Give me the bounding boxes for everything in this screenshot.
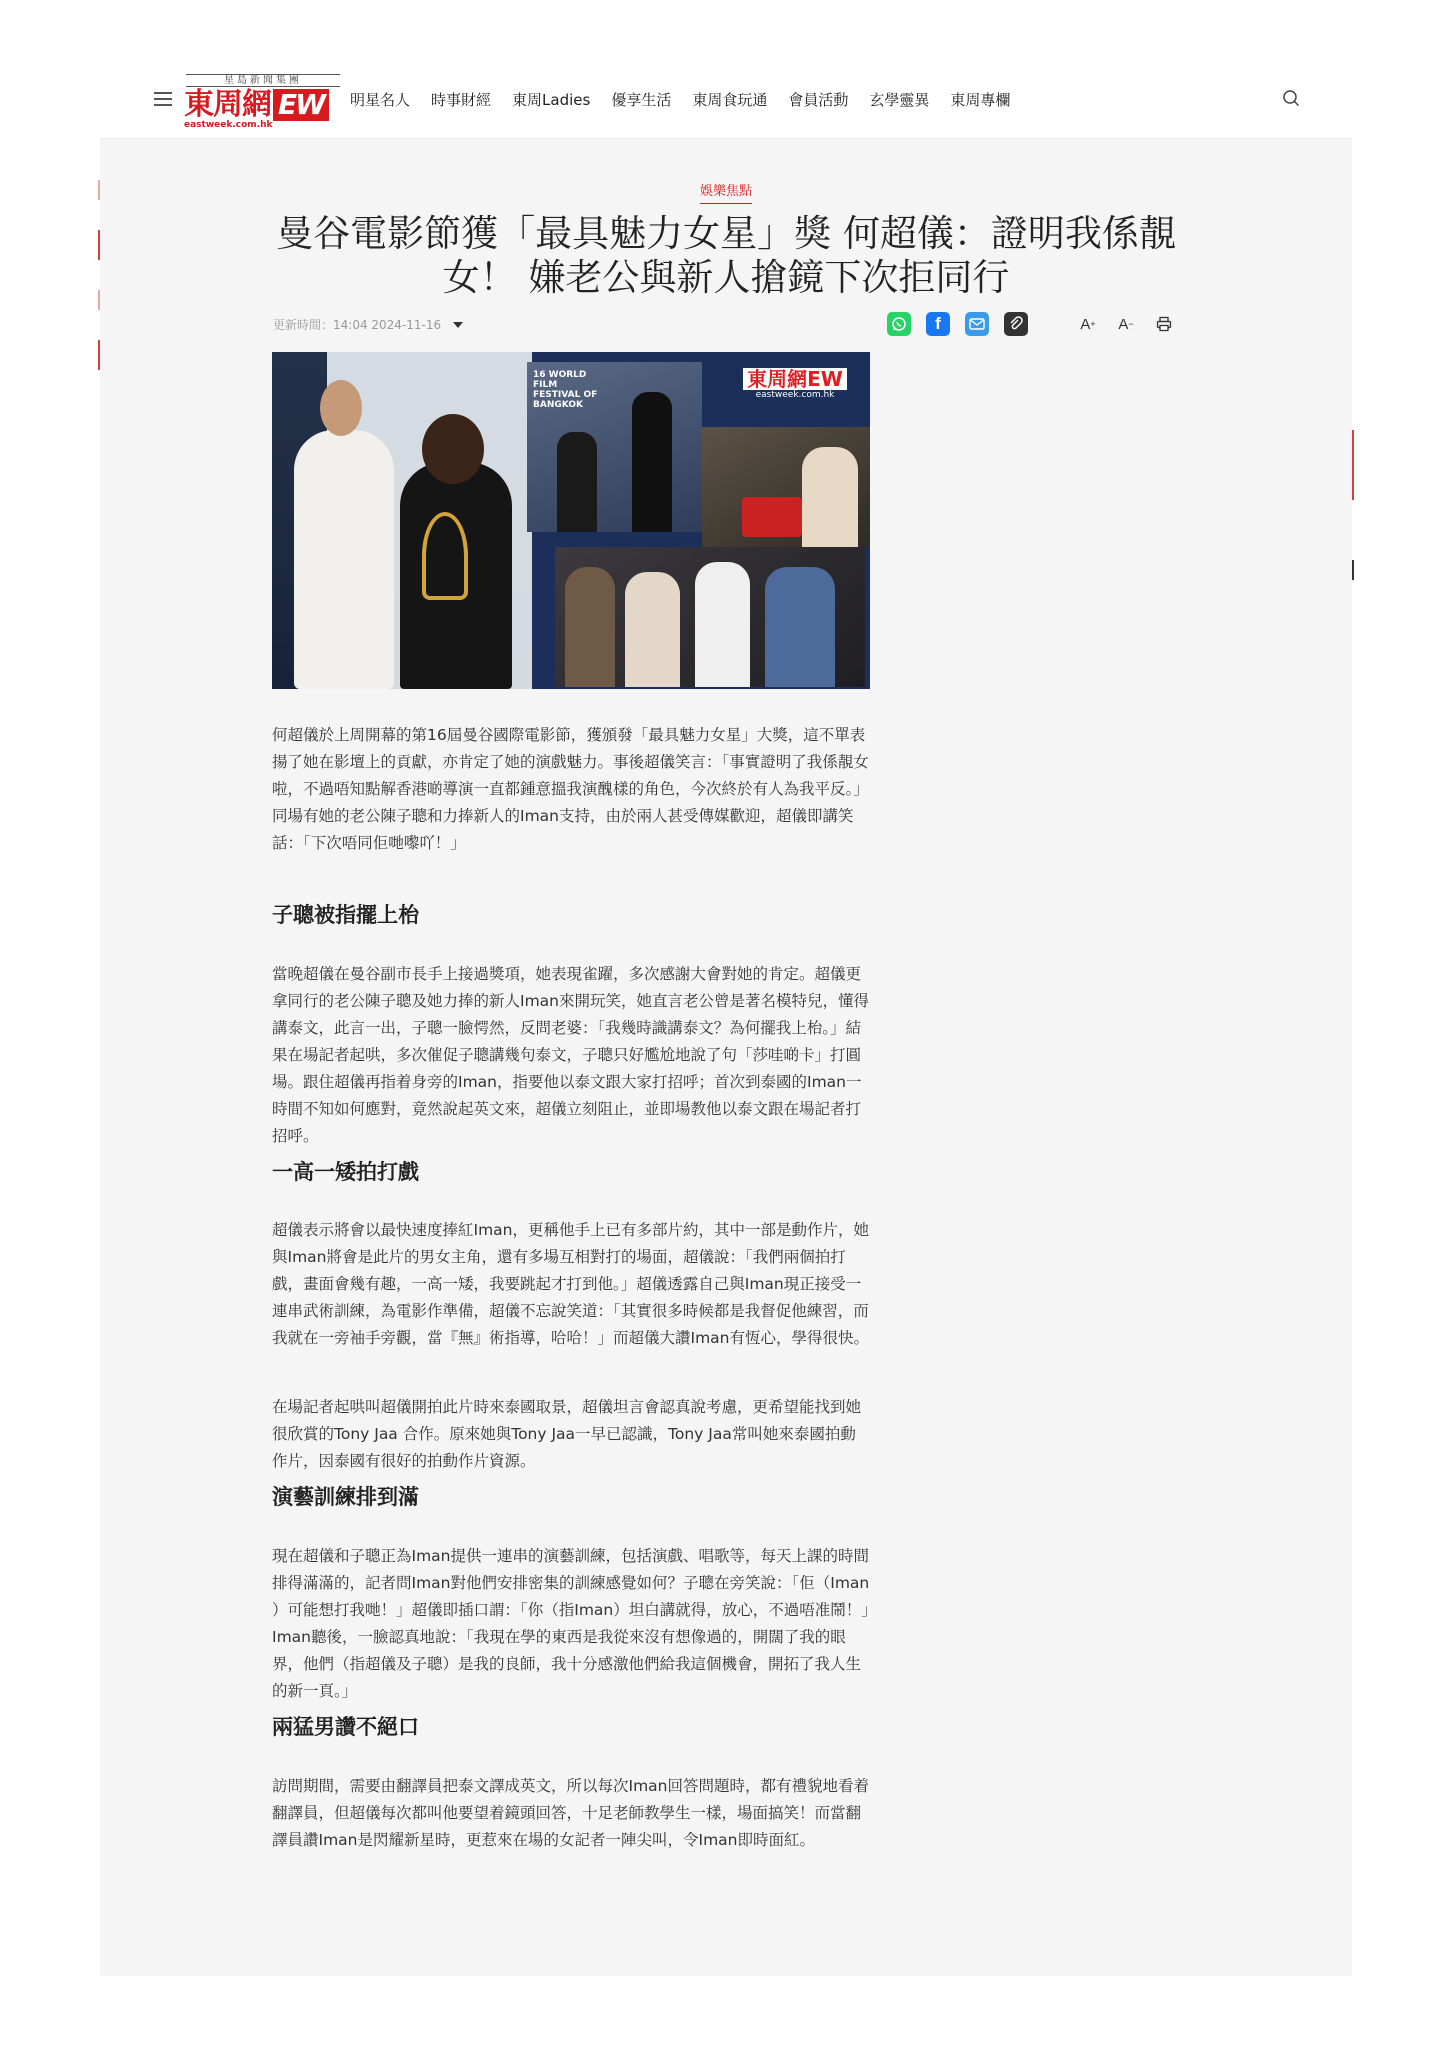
hero-image[interactable] <box>272 352 870 689</box>
trophy <box>422 512 468 600</box>
stage-photo <box>527 362 702 532</box>
presenter <box>632 392 672 532</box>
search-icon[interactable] <box>1282 89 1300 107</box>
logo-wordmark <box>184 89 344 121</box>
page-container <box>100 62 1352 1976</box>
paragraph-2: 當晚超儀在曼谷副市長手上接過獎項，她表現雀躍，多次感謝大會對她的肯定。超儀更拿同行的老公陳子聰及她力捧的新人Iman來開玩笑，她直言老公曾是著名模特兒，懂得講泰文，此言一出，子聰一臉愕然，反問老婆：「我幾時識講泰文？為何擺我上枱。」結果在場記者起哄，多次催促子聰講幾句泰文，子聰只好尷尬地說了句「莎哇啲卡」打圓場。跟住超儀再指着身旁的Iman，指要他以泰文跟大家打招呼；首次到泰國的Iman一時間不知如何應對，竟然說起英文來，超儀立刻阻止，並即場教他以泰文跟在場記者打招呼。 <box>272 965 869 1145</box>
whatsapp-icon[interactable] <box>887 312 911 336</box>
man-head <box>320 380 362 436</box>
paragraph-5: 現在超儀和子聰正為Iman提供一連串的演藝訓練，包括演戲、唱歌等，每天上課的時間排得滿滿的，記者問Iman對他們安排密集的訓練感覺如何？子聰在旁笑說：「佢（Iman ）可能想打我哋！」超儀即插口謂：「你（指Iman）坦白講就得，放心，不過唔准鬧！」Iman聽後，一臉認真地說：「我現在學的東西是我從來沒有想像過的，開闊了我的眼界，他們（指超儀及子聰）是我的良師，我十分感激他們給我這個機會，開拓了我人生的新一頁。」 <box>272 1547 870 1700</box>
person-1 <box>565 567 615 687</box>
woman-polka <box>802 447 858 547</box>
nav-item-celebrities[interactable]: 明星名人 <box>350 91 411 109</box>
reading-tools <box>1076 312 1190 336</box>
font-decrease-icon[interactable]: A − <box>1118 315 1134 333</box>
interview-photo <box>702 427 870 547</box>
microphones <box>742 497 802 537</box>
article-title: 曼谷電影節獲「最具魅力女星」獎 何超儀：證明我係靚女！ 嫌老公與新人搶鏡下次拒同行 <box>276 212 1176 299</box>
nav-item-food-travel[interactable]: 東周食玩通 <box>692 91 768 109</box>
subheading-4: 兩猛男讚不絕口 <box>272 1715 419 1739</box>
link-icon[interactable] <box>1004 312 1028 336</box>
article-meta <box>273 316 463 333</box>
selfie-photo <box>555 547 865 687</box>
print-icon[interactable] <box>1152 312 1176 336</box>
subheading-1: 子聰被指擺上枱 <box>272 903 419 927</box>
mail-icon[interactable] <box>965 312 989 336</box>
chevron-down-icon[interactable] <box>453 322 463 328</box>
nav-item-news-finance[interactable]: 時事財經 <box>431 91 492 109</box>
facebook-icon[interactable]: f <box>926 312 950 336</box>
festival-badge: 16 WORLD FILM FESTIVAL OF BANGKOK <box>533 370 598 410</box>
paragraph-6: 訪問期間，需要由翻譯員把泰文譯成英文，所以每次Iman回答問題時，都有禮貌地看着翻譯員，但超儀每次都叫他要望着鏡頭回答，十足老師教學生一樣，場面搞笑！而當翻譯員讚Iman是閃耀新星時，更惹來在場的女記者一陣尖叫，令Iman即時面紅。 <box>272 1777 869 1849</box>
logo-url: eastweek.com.hk <box>184 120 273 130</box>
nav-item-ladies[interactable]: 東周Ladies <box>512 91 591 109</box>
category-label[interactable]: 娛樂焦點 <box>700 180 752 204</box>
subheading-2: 一高一矮拍打戲 <box>272 1160 419 1184</box>
subheading-3: 演藝訓練排到滿 <box>272 1485 419 1509</box>
watermark-logo: 東周網EW <box>743 368 847 390</box>
award-photo <box>272 352 532 689</box>
nav-item-member-events[interactable]: 會員活動 <box>788 91 849 109</box>
watermark-url: eastweek.com.hk <box>755 390 835 400</box>
article-body <box>272 722 870 1854</box>
menu-icon[interactable] <box>154 92 172 106</box>
man-in-white <box>294 430 394 689</box>
main-nav <box>350 89 1031 110</box>
logo-chinese: 東周網 <box>184 87 271 122</box>
hero-watermark <box>734 368 856 400</box>
site-logo[interactable] <box>184 74 344 130</box>
person-4 <box>765 567 835 687</box>
nav-item-columns[interactable]: 東周專欄 <box>950 91 1011 109</box>
person-2 <box>625 572 680 687</box>
font-increase-icon[interactable]: A + <box>1080 315 1096 333</box>
paragraph-1: 何超儀於上周開幕的第16屆曼谷國際電影節，獲頒發「最具魅力女星」大獎，這不單表揚了她在影壇上的貢獻，亦肯定了她的演戲魅力。事後超儀笑言：「事實證明了我係靚女啦，不過唔知點解香港啲導演一直都鍾意搵我演醜樣的角色，今次終於有人為我平反。」同場有她的老公陳子聰和力捧新人的Iman支持，由於兩人甚受傳媒歡迎，超儀即講笑話：「下次唔同佢哋嚟吖！」 <box>272 726 869 852</box>
recipient <box>557 432 597 532</box>
paragraph-3: 超儀表示將會以最快速度捧紅Iman，更稱他手上已有多部片約，其中一部是動作片，她與Iman將會是此片的男女主角，還有多場互相對打的場面，超儀說：「我們兩個拍打戲，畫面會幾有趣，一高一矮，我要跳起才打到他。」超儀透露自己與Iman現正接受一連串武術訓練，為電影作準備，超儀不忘說笑道：「其實很多時候都是我督促他練習，而我就在一旁袖手旁觀，當『無』術指導，哈哈！」而超儀大讚Iman有恆心，學得很快。 <box>272 1221 869 1347</box>
article-category <box>100 180 1352 204</box>
right-edge-marks <box>1352 430 1355 640</box>
updated-time: 更新時間：14:04 2024-11-16 <box>273 318 442 332</box>
top-navigation-bar <box>100 62 1352 139</box>
nav-item-metaphysics[interactable]: 玄學靈異 <box>869 91 930 109</box>
nav-item-lifestyle[interactable]: 優享生活 <box>611 91 672 109</box>
paragraph-4: 在場記者起哄叫超儀開拍此片時來泰國取景，超儀坦言會認真說考慮，更希望能找到她很欣賞的Tony Jaa 合作。原來她與Tony Jaa一早已認識，Tony Jaa常叫她來泰國拍動作片，因泰國有很好的拍動作片資源。 <box>272 1398 862 1470</box>
person-3 <box>695 562 750 687</box>
share-buttons <box>887 312 1043 336</box>
logo-ew-mark: EW <box>273 89 329 121</box>
logo-group-name: 星島新聞集團 <box>186 74 340 87</box>
woman-hair <box>422 414 484 484</box>
